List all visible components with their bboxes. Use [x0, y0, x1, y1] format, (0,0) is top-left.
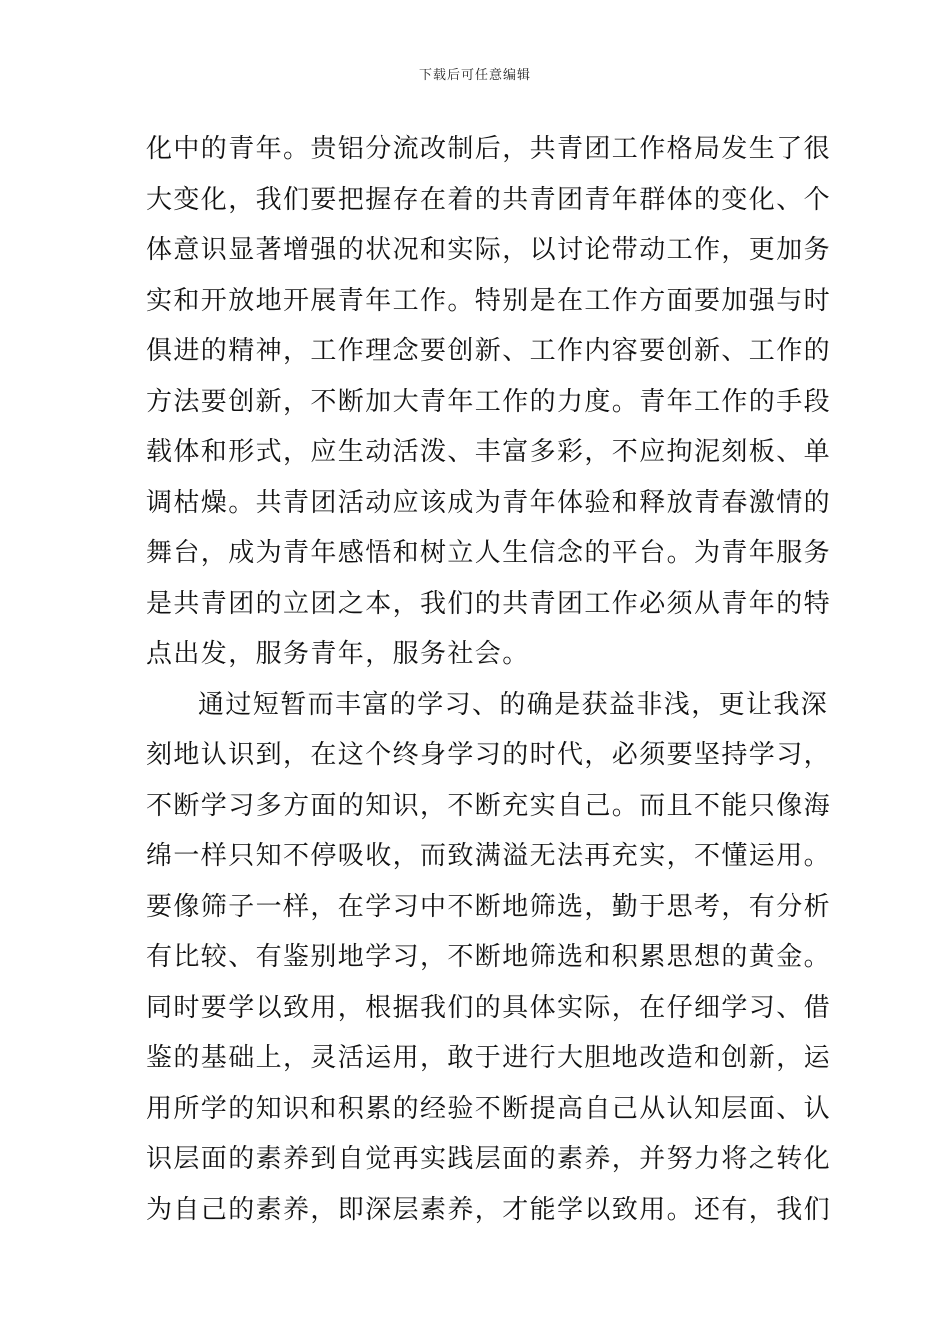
text-line: 用所学的知识和积累的经验不断提高自己从认知层面、认 — [146, 1093, 832, 1124]
text-line: 绵一样只知不停吸收，而致满溢无法再充实，不懂运用。 — [146, 841, 832, 871]
text-line: 实和开放地开展青年工作。特别是在工作方面要加强与时 — [146, 285, 832, 316]
text-line: 大变化，我们要把握存在着的共青团青年群体的变化、个 — [146, 184, 832, 215]
body-text — [146, 124, 832, 1235]
text-line: 化中的青年。贵铝分流改制后，共青团工作格局发生了很 — [146, 134, 832, 164]
text-line: 载体和形式，应生动活泼、丰富多彩，不应拘泥刻板、单 — [146, 437, 832, 467]
text-line: 有比较、有鉴别地学习，不断地筛选和积累思想的黄金。 — [146, 942, 832, 972]
page-header: 下载后可任意编辑 — [418, 68, 531, 83]
text-line: 刻地认识到，在这个终身学习的时代，必须要坚持学习， — [146, 740, 832, 770]
text-line: 不断学习多方面的知识，不断充实自己。而且不能只像海 — [146, 790, 832, 821]
text-line: 点出发，服务青年，服务社会。 — [146, 639, 530, 669]
text-line: 舞台，成为青年感悟和树立人生信念的平台。为青年服务 — [146, 538, 832, 568]
text-line: 是共青团的立团之本，我们的共青团工作必须从青年的特 — [146, 588, 832, 619]
text-line: 识层面的素养到自觉再实践层面的素养，并努力将之转化 — [146, 1144, 832, 1174]
text-line: 同时要学以致用，根据我们的具体实际，在仔细学习、借 — [146, 992, 832, 1023]
text-line: 要像筛子一样，在学习中不断地筛选，勤于思考，有分析 — [146, 891, 832, 922]
paragraph-start-line: 通过短暂而丰富的学习、的确是获益非浅，更让我深 — [198, 689, 829, 720]
text-line: 方法要创新，不断加大青年工作的力度。青年工作的手段 — [146, 386, 832, 417]
text-line: 为自己的素养，即深层素养，才能学以致用。还有，我们 — [146, 1194, 832, 1225]
text-line: 调枯燥。共青团活动应该成为青年体验和释放青春激情的 — [146, 487, 832, 518]
text-line: 体意识显著增强的状况和实际，以讨论带动工作，更加务 — [146, 235, 832, 265]
text-line: 俱进的精神，工作理念要创新、工作内容要创新、工作的 — [146, 336, 832, 366]
text-line: 鉴的基础上，灵活运用，敢于进行大胆地改造和创新，运 — [146, 1043, 832, 1073]
